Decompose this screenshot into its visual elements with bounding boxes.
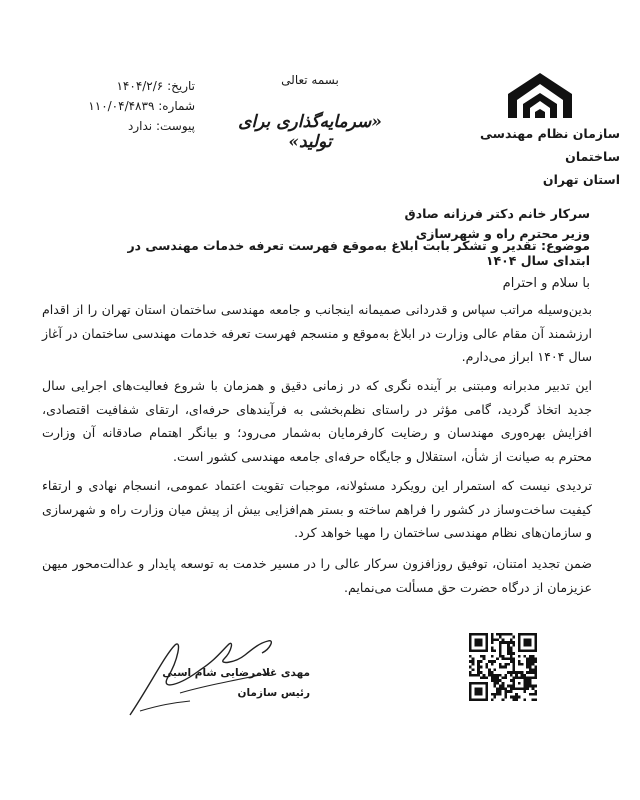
qr-code-icon[interactable] xyxy=(469,633,537,701)
meta-label: شماره: xyxy=(158,99,195,113)
paragraph-1: بدین‌وسیله مراتب سپاس و قدردانی صمیمانه اینجانب و جامعه مهندسی ساختمان استان تهران را از اقدام ارزشمند آن مقام عالی وزارت در ابلاغ به‌موقع و منسجم فهرست تعرفه خدمات مهندسی ساختمان در آغاز سال ۱۴۰۴ ابراز می‌دارم. xyxy=(42,302,592,364)
meta-date xyxy=(45,76,195,96)
paragraph-3: تردیدی نیست که استمرار این رویکرد مسئولانه، موجبات تقویت اعتماد عمومی، انسجام نهادی و ارتقاء کیفیت ساخت‌وساز در کشور را فراهم ساخته و بستر هم‌افزایی بیش از پیش میان وزارت راه و شهرسازی و سازمان‌های نظام مهندسی ساختمان را مهیا خواهد کرد. xyxy=(42,478,592,540)
meta-value: ۱۴۰۴/۲/۶ xyxy=(116,79,164,93)
meta-number xyxy=(45,96,195,116)
signer-block xyxy=(160,663,310,703)
signer-title: رئیس سازمان xyxy=(237,687,310,699)
paragraph-2: این تدبیر مدبرانه ومبتنی بر آینده نگری که در زمانی دقیق و همزمان با شروع فعالیت‌های اجرایی سال جدید اتخاذ گردید، گامی مؤثر در راستای نظم‌بخشی به فرآیندهای حرفه‌ای، ارتقای شفافیت اقتصادی، افزایش بهره‌وری مهندسان و رضایت کارفرمایان به‌شمار می‌رود؛ و بیانگر اهتمام صادقانه آن وزارت محترم به صیانت از شأن، استقلال و جایگاه حرفه‌ای جامعه مهندسی کشور است. xyxy=(42,378,592,464)
house-roof-logo-icon xyxy=(505,70,575,120)
subject-line: موضوع: تقدیر و تشکر بابت ابلاغ به‌موقع فهرست تعرفه خدمات مهندسی در ابتدای سال ۱۴۰۴ xyxy=(127,238,590,268)
meta-attachment xyxy=(45,116,195,136)
addressee-name: سرکار خانم دکتر فرزانه صادق xyxy=(404,206,590,221)
letter-meta xyxy=(45,76,195,136)
organization-line-1: سازمان نظام مهندسی ساختمان xyxy=(480,126,620,164)
meta-label: پیوست: xyxy=(155,119,195,133)
meta-value: ۱۱۰/۰۴/۴۸۳۹ xyxy=(88,99,155,113)
addressee-title: وزیر محترم راه و شهرسازی xyxy=(415,226,590,241)
greeting: با سلام و احترام xyxy=(502,276,590,291)
organization-name xyxy=(470,122,620,191)
meta-label: تاریخ: xyxy=(167,79,195,93)
organization-line-2: استان تهران xyxy=(542,172,620,187)
slogan: «سرمایه‌گذاری برای تولید» xyxy=(238,112,382,152)
bismillah: بسمه تعالی xyxy=(281,73,339,87)
signer-name: مهدی غلامرضایی شام اسبی xyxy=(162,667,310,679)
meta-value: ندارد xyxy=(128,119,153,133)
paragraph-4: ضمن تجدید امتنان، توفیق روزافزون سرکار عالی را در مسیر خدمت به توسعه پایدار و عدالت‌محور میهن عزیزمان از درگاه حضرت حق مسألت می‌نمایم. xyxy=(42,556,592,595)
